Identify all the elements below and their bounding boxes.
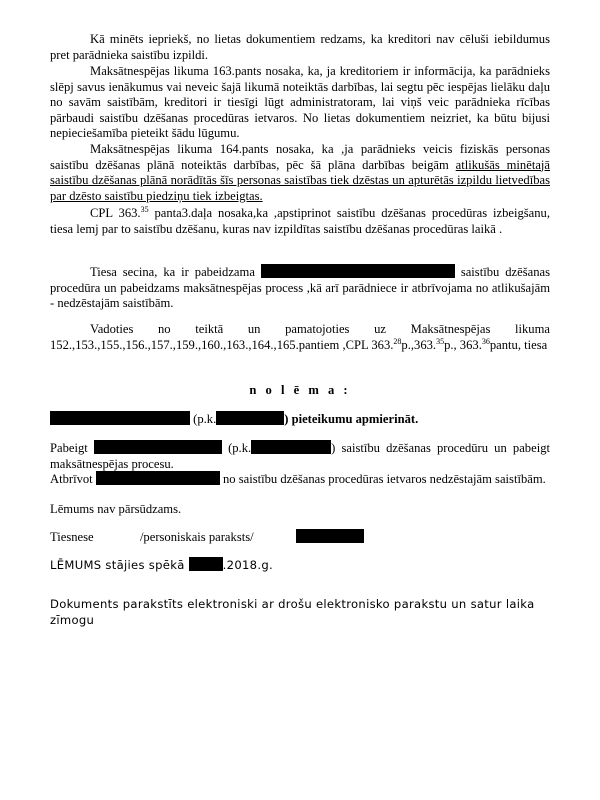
paragraph-6 — [50, 322, 550, 353]
paragraph-6-text-d: pantu, tiesa — [489, 337, 548, 352]
paragraph-3-text: Maksātnespējas likuma 164.pants nosaka, ka ,ja parādnieks veicis fiziskās personas saistību dzēšanas plānā noteiktās darbības, pēc šā plāna darbības beigām — [50, 142, 550, 172]
paragraph-1: Kā minēts iepriekš, no lietas dokumentiem redzams, ka kreditori nav cēluši iebildumus pret parādnieka saistību izpildi. — [50, 32, 550, 62]
decision-3-text-b: no saistību dzēšanas procedūras ietvaros nedzēstajām saistībām. — [219, 472, 546, 486]
paragraph-3-underlined-text: atlikušās minētajā saistību dzēšanas plānā norādītās šīs personas saistības tiek dzēstas un apturētās izpildu lietvedības par dzēsto saistību piedziņu tiek izbeigtas. — [50, 157, 550, 203]
paragraph-6-sup-3: 36 — [481, 336, 490, 346]
decision-3-text-a: Atbrīvot — [50, 472, 93, 486]
paragraph-4-sup: 35 — [140, 205, 149, 214]
signature-text: /personiskais paraksts/ — [139, 530, 254, 544]
judge-label: Tiesnese — [50, 530, 94, 544]
paragraph-4-text-a: CPL 363. — [90, 206, 141, 220]
decision-line-2 — [50, 440, 550, 472]
decision-2-pk: (p.k. — [228, 441, 252, 455]
signature-line — [50, 529, 364, 546]
paragraph-5-text-b: saistību dzēšanas procedūra un pabeidzams maksātnespējas process ,kā arī parādniece ir atbrīvojama no atlikušajām - nedzēstajām saistībām. — [50, 265, 550, 310]
decision-line-4: Lēmums nav pārsūdzams. — [50, 502, 182, 516]
redaction-name-1 — [261, 264, 455, 278]
redaction-name-4 — [96, 471, 220, 485]
redaction-personal-code-2 — [251, 440, 331, 454]
paragraph-6-sup-1: 28 — [393, 336, 402, 346]
decision-1-text: ) pieteikumu apmierināt. — [284, 412, 419, 426]
footer-note: Dokuments parakstīts elektroniski ar drošu elektronisko parakstu un satur laika zīmogu — [50, 597, 535, 627]
paragraph-5 — [50, 264, 550, 312]
effective-line — [50, 557, 273, 574]
paragraph-6-sup-2: 35 — [436, 336, 445, 346]
redaction-judge-name — [296, 529, 364, 543]
decision-2-text-b: ) saistību dzēšanas procedūru un pabeigt maksātnespējas procesu. — [50, 441, 550, 471]
paragraph-4 — [50, 206, 550, 237]
paragraph-6-text-c: p., 363. — [444, 337, 482, 352]
decision-1-pk: (p.k. — [193, 412, 217, 426]
paragraph-5-text-a: Tiesa secina, ka ir pabeidzama — [90, 265, 255, 279]
paragraph-3 — [50, 142, 550, 204]
paragraph-4-text-b: panta3.daļa nosaka,ka ,apstiprinot saistību dzēšanas procedūras izbeigšanu, tiesa lemj par to saistību dzēšanu, kuras nav izpildītas saistību dzēšanas procedūras laikā . — [50, 206, 550, 236]
effective-text-a: LĒMUMS stājies spēkā — [50, 558, 185, 572]
redaction-date — [189, 557, 223, 571]
redaction-personal-code-1 — [216, 411, 284, 425]
decision-heading: n o l ē m a : — [249, 383, 351, 397]
effective-text-b: .2018.g. — [222, 558, 273, 572]
redaction-name-2 — [50, 411, 190, 425]
paragraph-6-text-a: Vadoties no teiktā un pamatojoties uz Maksātnespējas likuma 152.,153.,155.,156.,157.,159.,160.,163.,164.,165.pantiem ,CPL 363. — [50, 322, 550, 352]
decision-line-1 — [50, 411, 418, 428]
decision-line-3 — [50, 471, 550, 488]
redaction-name-3 — [94, 440, 222, 454]
decision-2-text-a: Pabeigt — [50, 441, 88, 455]
paragraph-2: Maksātnespējas likuma 163.pants nosaka, ka, ja kreditoriem ir informācija, ka parādnieks slēpj savus ienākumus vai neveic šajā likumā noteiktās darbības, lai segtu pēc iespējas lielāku daļu no savām saistībām, kreditori ir tiesīgi lūgt administratoram, lai viņš veic parādnieka rīcības pārbaudi saistību dzēšanas procedūras ietvaros. No lietas dokumentiem neizriet, ka būtu bijusi nepieciešamība pieteikt šādu lūgumu. — [50, 64, 550, 140]
paragraph-6-text-b: p.,363. — [401, 337, 437, 352]
